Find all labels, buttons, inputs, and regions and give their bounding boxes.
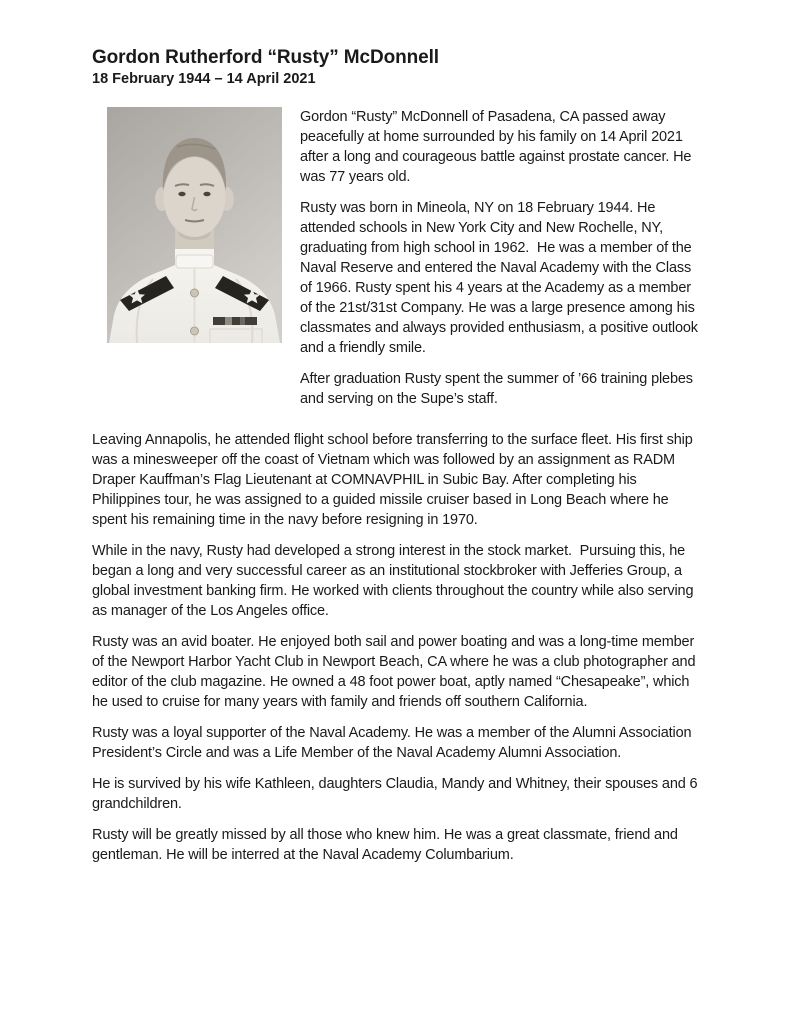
uniform-button-bottom [191, 327, 199, 335]
eye-right [203, 192, 210, 197]
obituary-paragraph: Gordon “Rusty” McDonnell of Pasadena, CA passed away peacefully at home surrounded by his family on 14 April 2021 after a long and courageous battle against prostate cancer. He was 77 years old. [300, 109, 696, 185]
page-title: Gordon Rutherford “Rusty” McDonnell [92, 47, 439, 68]
obituary-paragraph: Rusty was an avid boater. He enjoyed both sail and power boating and was a long-time member of the Newport Harbor Yacht Club in Newport Beach, CA where he was a club photographer and editor of the club magazine. He owned a 48 foot power boat, aptly named “Chesapeake”, which he used to cruise for many years with family and friends off southern California. [92, 634, 700, 710]
uniform-collar [176, 255, 213, 268]
uniform-button-top [191, 289, 199, 297]
ribbon-bar [213, 317, 257, 325]
intro-text-column [300, 107, 705, 420]
obituary-paragraph: While in the navy, Rusty had developed a strong interest in the stock market. Pursuing this, he began a long and very successful career as an institutional stockbroker with Jefferies Group, a global investment banking firm. He worked with clients throughout the country while also serving as manager of the Los Angeles office. [92, 543, 698, 619]
life-dates: 18 February 1944 – 14 April 2021 [92, 71, 316, 87]
portrait-photo [107, 107, 282, 343]
obituary-paragraph: Rusty was a loyal supporter of the Naval Academy. He was a member of the Alumni Association President’s Circle and was a Life Member of the Naval Academy Alumni Association. [92, 725, 696, 761]
obituary-paragraph: Leaving Annapolis, he attended flight school before transferring to the surface fleet. His first ship was a minesweeper off the coast of Vietnam which was followed by an assignment as RADM Draper Kauffman’s Flag Lieutenant at COMNAVPHIL in Subic Bay. After completing his Philippines tour, he was assigned to a guided missile cruiser based in Long Beach where he spent his remaining time in the navy before resigning in 1970. [92, 432, 697, 528]
eye-left [178, 192, 185, 197]
intro-section [92, 107, 705, 420]
document-header [92, 46, 705, 89]
obituary-paragraph: Rusty was born in Mineola, NY on 18 February 1944. He attended schools in New York City and New Rochelle, NY, graduating from high school in 1962. He was a member of the Naval Reserve and entered the Naval Academy with the Class of 1966. Rusty spent his 4 years at the Academy as a member of the 21st/31st Company. He was a large presence among his classmates and always provided enthusiasm, a positive outlook and a friendly smile. [300, 200, 702, 356]
portrait-illustration [107, 107, 282, 343]
obituary-paragraph: Rusty will be greatly missed by all those who knew him. He was a great classmate, friend and gentleman. He will be interred at the Naval Academy Columbarium. [92, 827, 682, 863]
obituary-paragraph: He is survived by his wife Kathleen, daughters Claudia, Mandy and Whitney, their spouses and 6 grandchildren. [92, 776, 702, 812]
obituary-paragraph: After graduation Rusty spent the summer of ’66 training plebes and serving on the Supe’s staff. [300, 371, 697, 407]
body-section [92, 430, 705, 865]
